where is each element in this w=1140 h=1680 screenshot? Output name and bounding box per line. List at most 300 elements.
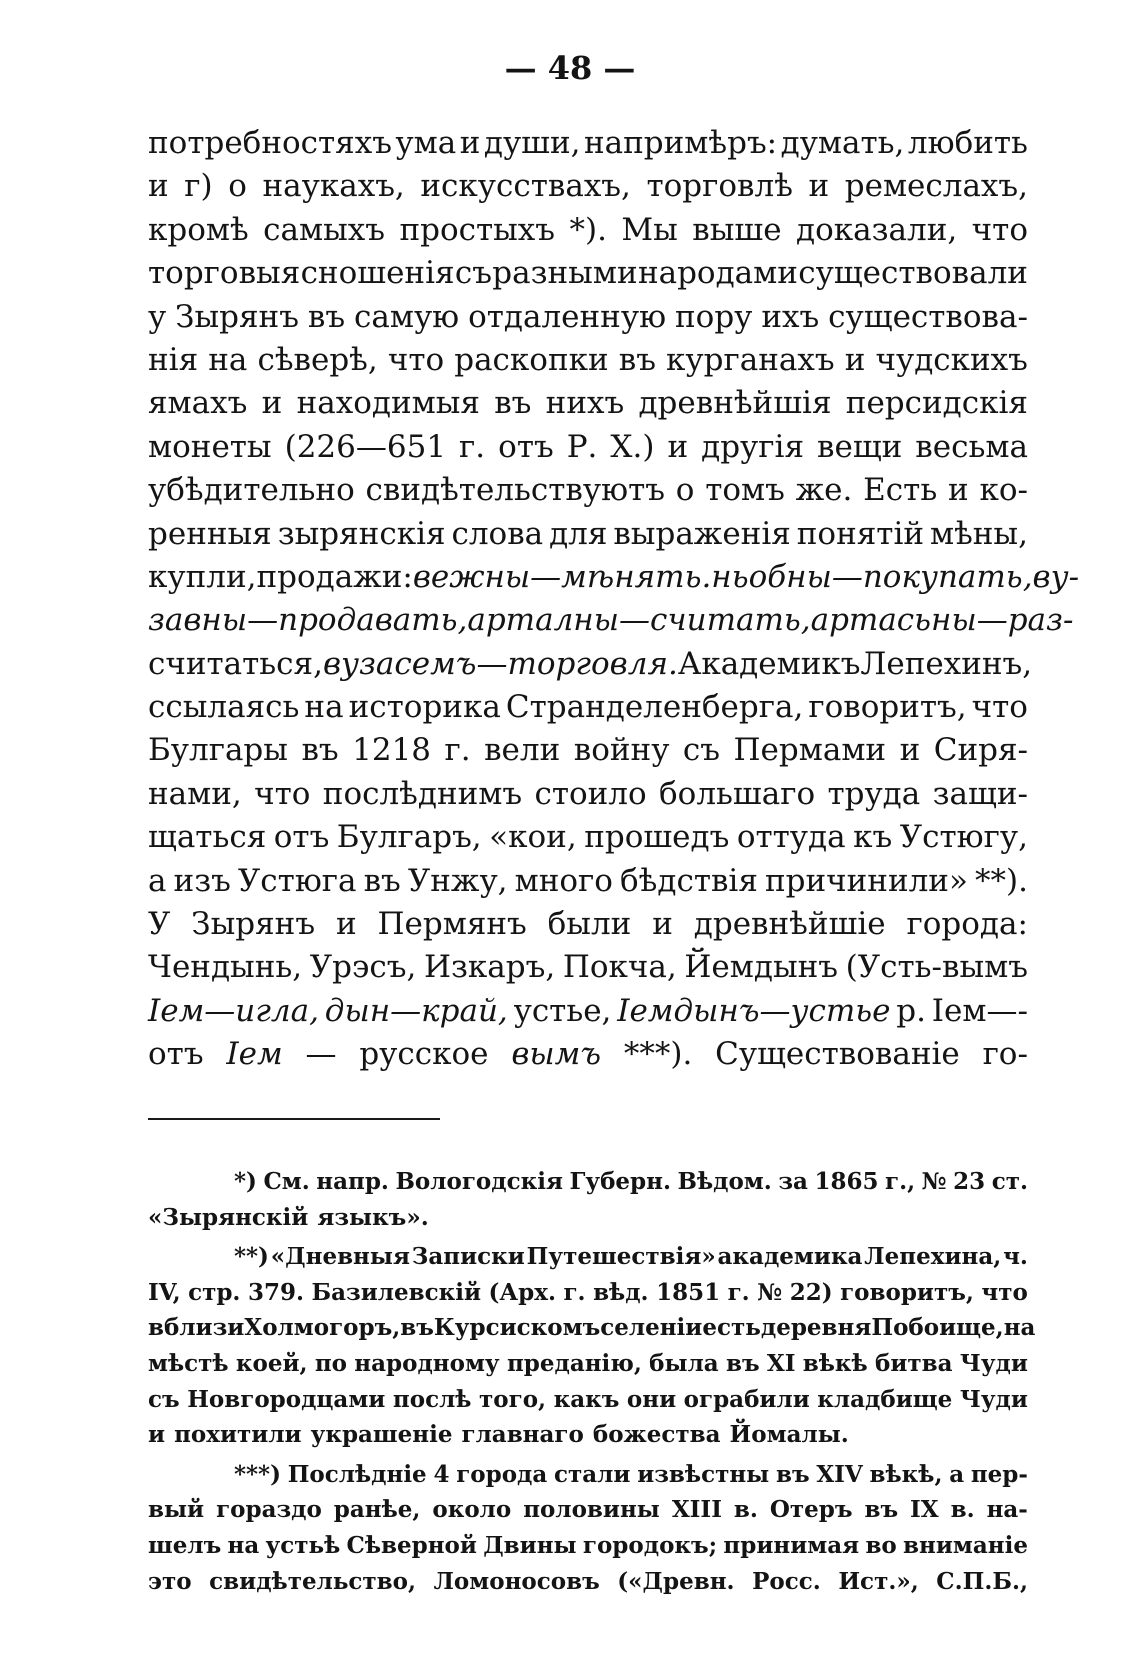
word: съ <box>682 732 721 769</box>
word: г) <box>184 168 213 205</box>
word: № <box>921 1168 947 1195</box>
word: свидѣтельствуютъ <box>365 472 665 509</box>
word: въ <box>400 1314 434 1342</box>
word: Зырянъ <box>175 298 299 335</box>
word: Ист.», <box>838 1567 919 1595</box>
word: кладбище <box>817 1385 953 1413</box>
word: городокъ; <box>582 1531 718 1559</box>
word: понятій <box>796 515 925 552</box>
word: XIII <box>671 1496 722 1524</box>
word: что <box>971 211 1028 248</box>
text-line <box>148 686 1028 729</box>
word: на <box>304 689 344 726</box>
main-text <box>148 122 1080 1077</box>
word: битва <box>875 1349 953 1377</box>
word: ч. <box>1003 1243 1028 1271</box>
word: **) <box>234 1243 269 1271</box>
word: они <box>626 1385 677 1413</box>
word: торговыя <box>148 255 301 292</box>
footnote-line <box>148 1239 1028 1275</box>
text-line <box>148 729 1028 772</box>
word: Йемдынъ <box>684 949 839 986</box>
word: Іем—- <box>931 992 1028 1029</box>
word: божества <box>592 1421 721 1449</box>
word: что <box>387 341 445 378</box>
text-line <box>148 426 1028 469</box>
word: и <box>335 906 357 943</box>
word: Булгаръ, <box>336 819 482 856</box>
word: Побоище, <box>871 1314 1004 1342</box>
word: IX <box>910 1496 939 1524</box>
text-line <box>148 469 1028 512</box>
word: чудскихъ <box>875 341 1028 378</box>
word: въ <box>301 732 339 769</box>
word: на <box>227 1531 260 1559</box>
word: *) <box>234 1168 257 1195</box>
word: г., <box>885 1168 916 1195</box>
word: послѣ <box>392 1385 472 1413</box>
word: Новгородцами <box>187 1385 386 1413</box>
word: нами, <box>148 775 242 812</box>
page-number: — 48 — <box>504 49 636 87</box>
word: кромѣ <box>148 211 249 248</box>
word: города: <box>906 906 1028 943</box>
word: Пермянъ <box>377 906 527 943</box>
word: *). <box>569 211 607 248</box>
word: половины <box>523 1496 660 1524</box>
word: Йомалы. <box>729 1421 849 1449</box>
word: того, <box>479 1385 547 1413</box>
footnote-rule <box>148 1118 440 1120</box>
word: Двины <box>483 1531 577 1559</box>
text-line <box>148 903 1028 946</box>
word: в. <box>733 1496 758 1524</box>
footnote-line <box>148 1528 1028 1564</box>
word: напримѣръ: <box>584 125 778 161</box>
word: го- <box>982 1036 1028 1073</box>
word: около <box>432 1496 512 1524</box>
word: и <box>844 341 866 378</box>
word: города <box>456 1460 548 1488</box>
footnote-line <box>148 1200 1028 1236</box>
word: разными <box>492 255 638 292</box>
word: Унжу, <box>407 862 508 899</box>
word: потребностяхъ <box>148 125 392 161</box>
word: извѣстны <box>637 1460 770 1488</box>
word: слова <box>451 515 544 552</box>
word: народному <box>354 1349 500 1377</box>
word: выше <box>692 211 782 248</box>
word: дын—край, <box>324 992 508 1029</box>
word: Іем <box>226 1036 283 1073</box>
word: устье, <box>513 992 612 1029</box>
word: а <box>949 1460 965 1488</box>
word: Урэсъ, <box>309 949 417 986</box>
word: Чендынь, <box>148 949 303 986</box>
word: на- <box>986 1496 1028 1524</box>
word: Сиря- <box>933 732 1028 769</box>
word: продажи: <box>256 558 413 595</box>
word: вузасемъ—торговля. <box>322 645 678 682</box>
word: Существованіе <box>715 1036 960 1073</box>
word: отдаленную <box>468 298 667 335</box>
word: 1851 <box>656 1278 721 1306</box>
word: въ <box>307 298 346 335</box>
word: С.П.Б., <box>936 1567 1028 1595</box>
word: зырянскія <box>277 515 446 552</box>
word: за <box>778 1168 808 1195</box>
word: щаться <box>148 819 267 856</box>
word: о <box>675 472 695 509</box>
word: въ <box>363 862 401 899</box>
word: ямахъ <box>148 385 248 422</box>
word: древнѣйшіе <box>693 906 886 943</box>
word: что <box>254 775 311 812</box>
footnote-line <box>148 1346 1028 1382</box>
text-line <box>148 556 1080 599</box>
text-line <box>148 599 1074 642</box>
word: и <box>948 472 969 509</box>
word: Базилевскій <box>311 1278 482 1306</box>
word: монеты <box>148 428 272 465</box>
word: Вологодскія <box>395 1168 563 1195</box>
word: въ <box>725 1349 760 1377</box>
word: артасьны—раз- <box>810 602 1074 639</box>
word: Курсискомъ <box>433 1314 601 1342</box>
word: ньобны—покупать, <box>711 558 1033 595</box>
word: и <box>652 906 673 943</box>
word: древнѣйшія <box>638 385 832 422</box>
word: весьма <box>915 428 1028 465</box>
text-line <box>148 296 1028 339</box>
word: (226—651 <box>284 428 447 465</box>
word: вниманіе <box>903 1531 1028 1559</box>
word: 4 <box>433 1460 450 1488</box>
word: простыхъ <box>399 211 556 248</box>
word: Іем—игла, <box>148 992 319 1029</box>
word: къ <box>853 819 893 856</box>
word: Академикъ <box>677 645 861 682</box>
word: Покча, <box>562 949 677 986</box>
word: Росс. <box>752 1567 821 1595</box>
word: 1218 <box>352 732 432 769</box>
word: и <box>667 428 689 465</box>
word: селеніи <box>600 1314 703 1342</box>
word: г. <box>459 428 486 465</box>
word: русское <box>359 1036 489 1073</box>
word: ремеслахъ, <box>844 168 1028 205</box>
word: Странделенберга, <box>505 689 804 726</box>
footnote-line <box>148 1275 1028 1311</box>
word: отъ <box>273 819 330 856</box>
footnotes <box>148 1164 1036 1599</box>
word: торговлѣ <box>646 168 793 205</box>
word: р. <box>896 992 926 1029</box>
word: деревня <box>760 1314 872 1342</box>
word: ***). <box>623 1036 693 1073</box>
word: 23 <box>953 1168 986 1195</box>
word: **). <box>975 862 1028 899</box>
word: была <box>649 1349 719 1377</box>
text-line <box>148 513 1028 556</box>
word: стр. <box>188 1278 241 1306</box>
word: гораздо <box>216 1496 322 1524</box>
word: похитили <box>174 1421 302 1449</box>
word: Іемдынъ—устье <box>617 992 891 1029</box>
word: считаться, <box>148 645 323 682</box>
word: Устюгу, <box>899 819 1028 856</box>
word: говоритъ, <box>840 1278 974 1306</box>
word: искусствахъ, <box>420 168 631 205</box>
word: войну <box>573 732 670 769</box>
text-line <box>148 643 1033 686</box>
word: Лепехина, <box>864 1243 1002 1271</box>
word: (Усть-вымъ <box>845 949 1028 986</box>
word: 22) <box>789 1278 833 1306</box>
word: и <box>261 385 283 422</box>
word: во <box>865 1531 897 1559</box>
word: Устюга <box>237 862 357 899</box>
word: это <box>148 1567 192 1595</box>
word: ст. <box>991 1168 1028 1195</box>
text-line <box>148 816 1028 859</box>
word: на <box>1003 1314 1036 1342</box>
word: сношенія <box>300 255 455 292</box>
word: послѣднимъ <box>322 775 523 812</box>
word: украшеніе <box>310 1421 453 1449</box>
word: ву- <box>1032 558 1080 595</box>
word: вблизи <box>148 1314 245 1342</box>
word: «кои, <box>489 819 577 856</box>
word: много <box>514 862 613 899</box>
word: убѣдительно <box>148 472 355 509</box>
word: Вѣдом. <box>677 1168 772 1195</box>
word: стоило <box>534 775 647 812</box>
word: Зырянъ <box>191 906 316 943</box>
word: Путешествія» <box>526 1243 716 1271</box>
word: ***) <box>234 1460 281 1488</box>
word: большаго <box>659 775 816 812</box>
word: и <box>148 168 169 205</box>
word: томъ <box>705 472 785 509</box>
word: нія <box>148 341 199 378</box>
text-line <box>148 252 1028 295</box>
footnote-line <box>148 1564 1028 1600</box>
word: Булгары <box>148 732 288 769</box>
word: 1865 <box>814 1168 879 1195</box>
text-line <box>148 209 1028 252</box>
word: ограбили <box>683 1385 810 1413</box>
word: доказали, <box>796 211 958 248</box>
word: Губерн. <box>569 1168 671 1195</box>
word: Есть <box>863 472 938 509</box>
word: Чуди <box>959 1349 1028 1377</box>
word: — <box>305 1036 337 1073</box>
word: См. <box>263 1168 310 1195</box>
footnote-line <box>148 1492 1028 1528</box>
word: вѣкѣ <box>802 1349 868 1377</box>
word: съ <box>148 1385 180 1413</box>
text-line <box>148 990 1028 1033</box>
word: «Дневныя <box>270 1243 410 1271</box>
word: напр. <box>316 1168 389 1195</box>
text-line <box>148 946 1028 989</box>
word: въ <box>618 341 656 378</box>
word: на <box>208 341 248 378</box>
word: причинили» <box>764 862 968 899</box>
word: вещи <box>817 428 903 465</box>
word: преданію, <box>506 1349 642 1377</box>
word: ко- <box>979 472 1028 509</box>
word: съ <box>454 255 492 292</box>
word: стали <box>554 1460 631 1488</box>
word: № <box>757 1278 783 1306</box>
word: же. <box>795 472 853 509</box>
word: завны—продавать, <box>148 602 468 639</box>
footnote-line <box>148 1457 1028 1493</box>
word: Послѣдніе <box>287 1460 427 1488</box>
word: ссылаясь <box>148 689 300 726</box>
word: Чуди <box>959 1385 1028 1413</box>
word: бѣдствія <box>620 862 758 899</box>
word: выраженія <box>613 515 791 552</box>
word: существовали <box>798 255 1028 292</box>
word: У <box>148 906 171 943</box>
word: въ <box>775 1460 810 1488</box>
word: другія <box>701 428 805 465</box>
word: г. <box>563 1278 586 1306</box>
word: курганахъ <box>666 341 835 378</box>
word: народами <box>637 255 798 292</box>
word: Отеръ <box>769 1496 853 1524</box>
word: оттуда <box>736 819 846 856</box>
word: (Арх. <box>488 1278 556 1306</box>
text-line <box>148 122 1028 165</box>
word: принимая <box>723 1531 860 1559</box>
word: Записки <box>411 1243 525 1271</box>
word: и <box>808 168 830 205</box>
word: Мы <box>621 211 678 248</box>
word: ихъ <box>761 298 820 335</box>
word: («Древн. <box>617 1567 735 1595</box>
word: ренныя <box>148 515 272 552</box>
word: отъ <box>498 428 554 465</box>
word: Лепехинъ, <box>860 645 1033 682</box>
word: Х.) <box>610 428 655 465</box>
word: IV, <box>148 1278 181 1306</box>
text-line <box>148 382 1028 425</box>
word: вый <box>148 1496 205 1524</box>
text-line <box>148 339 1028 382</box>
word: 379. <box>247 1278 304 1306</box>
word: самую <box>353 298 460 335</box>
word: купли, <box>148 558 257 595</box>
word: в. <box>950 1496 975 1524</box>
word: о <box>228 168 247 205</box>
word: персидскія <box>845 385 1028 422</box>
word: раскопки <box>454 341 609 378</box>
word: любить <box>907 125 1028 161</box>
word: были <box>547 906 632 943</box>
word: говоритъ, <box>808 689 967 726</box>
word: Сѣверной <box>346 1531 477 1559</box>
word: прошедъ <box>584 819 730 856</box>
word: какъ <box>553 1385 620 1413</box>
word: и <box>899 732 921 769</box>
word: въ <box>864 1496 899 1524</box>
word: что <box>971 689 1028 726</box>
word: Холмогоръ, <box>244 1314 401 1342</box>
word: есть <box>702 1314 761 1342</box>
word: XI <box>766 1349 796 1377</box>
word: г. <box>727 1278 750 1306</box>
word: «Зырянскій <box>148 1203 309 1231</box>
text-line <box>148 165 1028 208</box>
word: свидѣтельство, <box>209 1567 417 1595</box>
word: труда <box>827 775 921 812</box>
word: что <box>981 1278 1028 1306</box>
word: отъ <box>148 1036 204 1073</box>
word: ума <box>395 125 457 161</box>
word: сѣверѣ, <box>257 341 378 378</box>
word: шелъ <box>148 1531 222 1559</box>
text-line <box>148 773 1028 816</box>
word: находимыя <box>296 385 480 422</box>
word: коей, <box>235 1349 308 1377</box>
word: Ломоносовъ <box>433 1567 600 1595</box>
word: академика <box>717 1243 863 1271</box>
word: нихъ <box>545 385 625 422</box>
word: мѣстѣ <box>148 1349 229 1377</box>
word: вѣд. <box>593 1278 649 1306</box>
word: ранѣе, <box>333 1496 421 1524</box>
footnote-line <box>148 1382 1028 1418</box>
word: устьѣ <box>265 1531 341 1559</box>
word: думать, <box>780 125 905 161</box>
word: языкъ». <box>317 1203 429 1231</box>
word: вежны—мѣнять. <box>412 558 712 595</box>
word: существова- <box>828 298 1028 335</box>
word: по <box>314 1349 347 1377</box>
word: наукахъ, <box>262 168 405 205</box>
word: и <box>148 1421 166 1449</box>
word: и <box>459 125 481 161</box>
word: мѣны, <box>929 515 1028 552</box>
word: историка <box>348 689 501 726</box>
word: пер- <box>970 1460 1028 1488</box>
word: души, <box>483 125 581 161</box>
word: защи- <box>932 775 1028 812</box>
word: XIV <box>816 1460 863 1488</box>
footnote-line <box>148 1417 1028 1453</box>
word: арталны—считать, <box>467 602 811 639</box>
word: главнаго <box>461 1421 584 1449</box>
word: вѣкѣ, <box>869 1460 943 1488</box>
word: изъ <box>173 862 231 899</box>
word: вымъ <box>511 1036 602 1073</box>
word: въ <box>494 385 532 422</box>
word: а <box>148 862 167 899</box>
footnote-line <box>148 1164 1028 1200</box>
word: у <box>148 298 167 335</box>
word: Р. <box>566 428 598 465</box>
footnote-line <box>148 1310 1036 1346</box>
word: для <box>549 515 608 552</box>
word: самыхъ <box>263 211 385 248</box>
word: Пермами <box>733 732 887 769</box>
text-line <box>148 860 1028 903</box>
word: вели <box>484 732 561 769</box>
